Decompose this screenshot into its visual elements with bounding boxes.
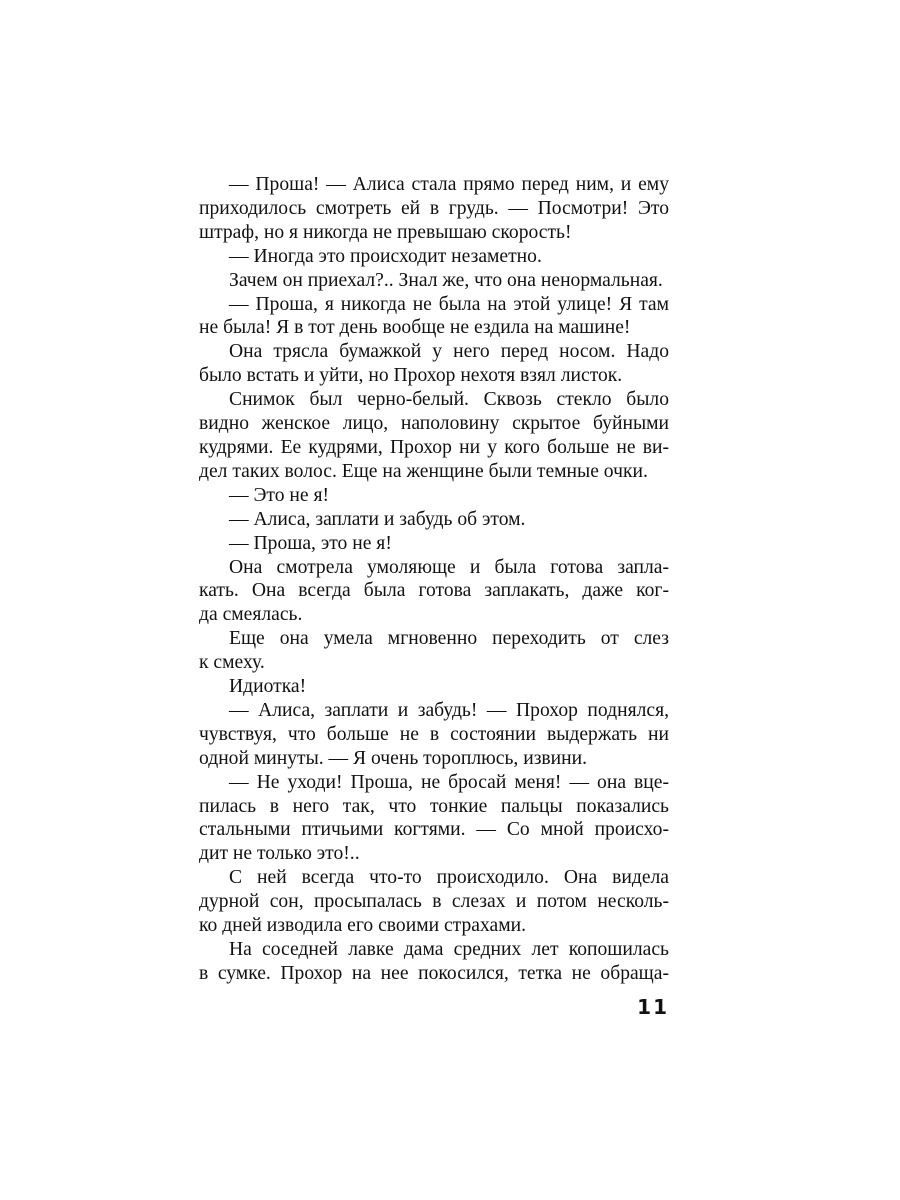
text-line: было встать и уйти, но Прохор нехотя взял листок. <box>199 365 623 387</box>
text-line: На соседней лавке дама средних лет копошилась <box>229 939 669 960</box>
text-line: видно женское лицо, наполовину скрытое буйными <box>199 413 669 435</box>
text-line: штраф, но я никогда не превышаю скорость! <box>199 221 572 243</box>
text-line: Снимок был черно-белый. Сквозь стекло было <box>229 389 669 411</box>
book-page <box>199 173 669 1019</box>
text-line: — Проша, я никогда не была на этой улице! Я там <box>229 293 669 315</box>
paragraph <box>199 269 669 293</box>
paragraph <box>199 675 669 699</box>
text-line: — Проша! — Алиса стала прямо перед ним, и ему <box>229 174 669 195</box>
text-line: приходилось смотреть ей в грудь. — Посмотри! Это <box>199 197 669 219</box>
paragraph <box>199 245 669 269</box>
paragraph <box>199 293 669 341</box>
paragraph <box>199 938 669 986</box>
text-line: — Алиса, заплати и забудь об этом. <box>229 508 526 530</box>
body-text <box>199 173 669 986</box>
text-line: в сумке. Прохор на нее покосился, тетка не обраща- <box>199 962 669 984</box>
text-line: Еще она умела мгновенно переходить от слез <box>229 628 669 650</box>
paragraph <box>199 699 669 771</box>
text-line: дурной сон, просыпалась в слезах и потом несколь- <box>199 891 669 913</box>
text-line: стальными птичьими когтями. — Со мной происхо- <box>199 819 669 841</box>
paragraph <box>199 388 669 484</box>
paragraph <box>199 173 669 245</box>
text-line: Зачем он приехал?.. Знал же, что она ненормальная. <box>229 269 663 291</box>
text-line: к смеху. <box>199 652 265 674</box>
paragraph <box>199 484 669 508</box>
text-line: дит не только это!.. <box>199 843 360 865</box>
paragraph <box>199 866 669 938</box>
text-line: одной минуты. — Я очень тороплюсь, извини. <box>199 747 588 769</box>
paragraph <box>199 340 669 388</box>
paragraph <box>199 532 669 556</box>
paragraph <box>199 508 669 532</box>
text-line: чувствуя, что больше не в состоянии выдержать ни <box>199 723 669 745</box>
text-line: — Иногда это происходит незаметно. <box>229 245 542 267</box>
text-line: кать. Она всегда была готова заплакать, даже ког- <box>199 580 669 602</box>
page-number: 11 <box>637 995 669 1019</box>
text-line: — Это не я! <box>229 484 330 506</box>
text-line: С ней всегда что-то происходило. Она видела <box>229 867 669 889</box>
paragraph <box>199 556 669 628</box>
text-line: не была! Я в тот день вообще не ездила на машине! <box>199 317 631 339</box>
text-line: — Проша, это не я! <box>229 532 392 554</box>
text-line: пилась в него так, что тонкие пальцы показались <box>199 795 669 817</box>
text-line: Идиотка! <box>229 676 307 698</box>
text-line: кудрями. Ее кудрями, Прохор ни у кого больше не ви- <box>199 436 669 458</box>
text-line: Она смотрела умоляюще и была готова запла- <box>229 556 669 578</box>
paragraph <box>199 627 669 675</box>
text-line: да смеялась. <box>199 604 303 626</box>
text-line: ко дней изводила его своими страхами. <box>199 915 526 937</box>
text-line: Она трясла бумажкой у него перед носом. Надо <box>229 341 669 363</box>
text-line: — Не уходи! Проша, не бросай меня! — она вце- <box>229 771 669 793</box>
paragraph <box>199 771 669 867</box>
text-line: дел таких волос. Еще на женщине были темные очки. <box>199 460 648 482</box>
text-line: — Алиса, заплати и забудь! — Прохор поднялся, <box>229 699 669 721</box>
